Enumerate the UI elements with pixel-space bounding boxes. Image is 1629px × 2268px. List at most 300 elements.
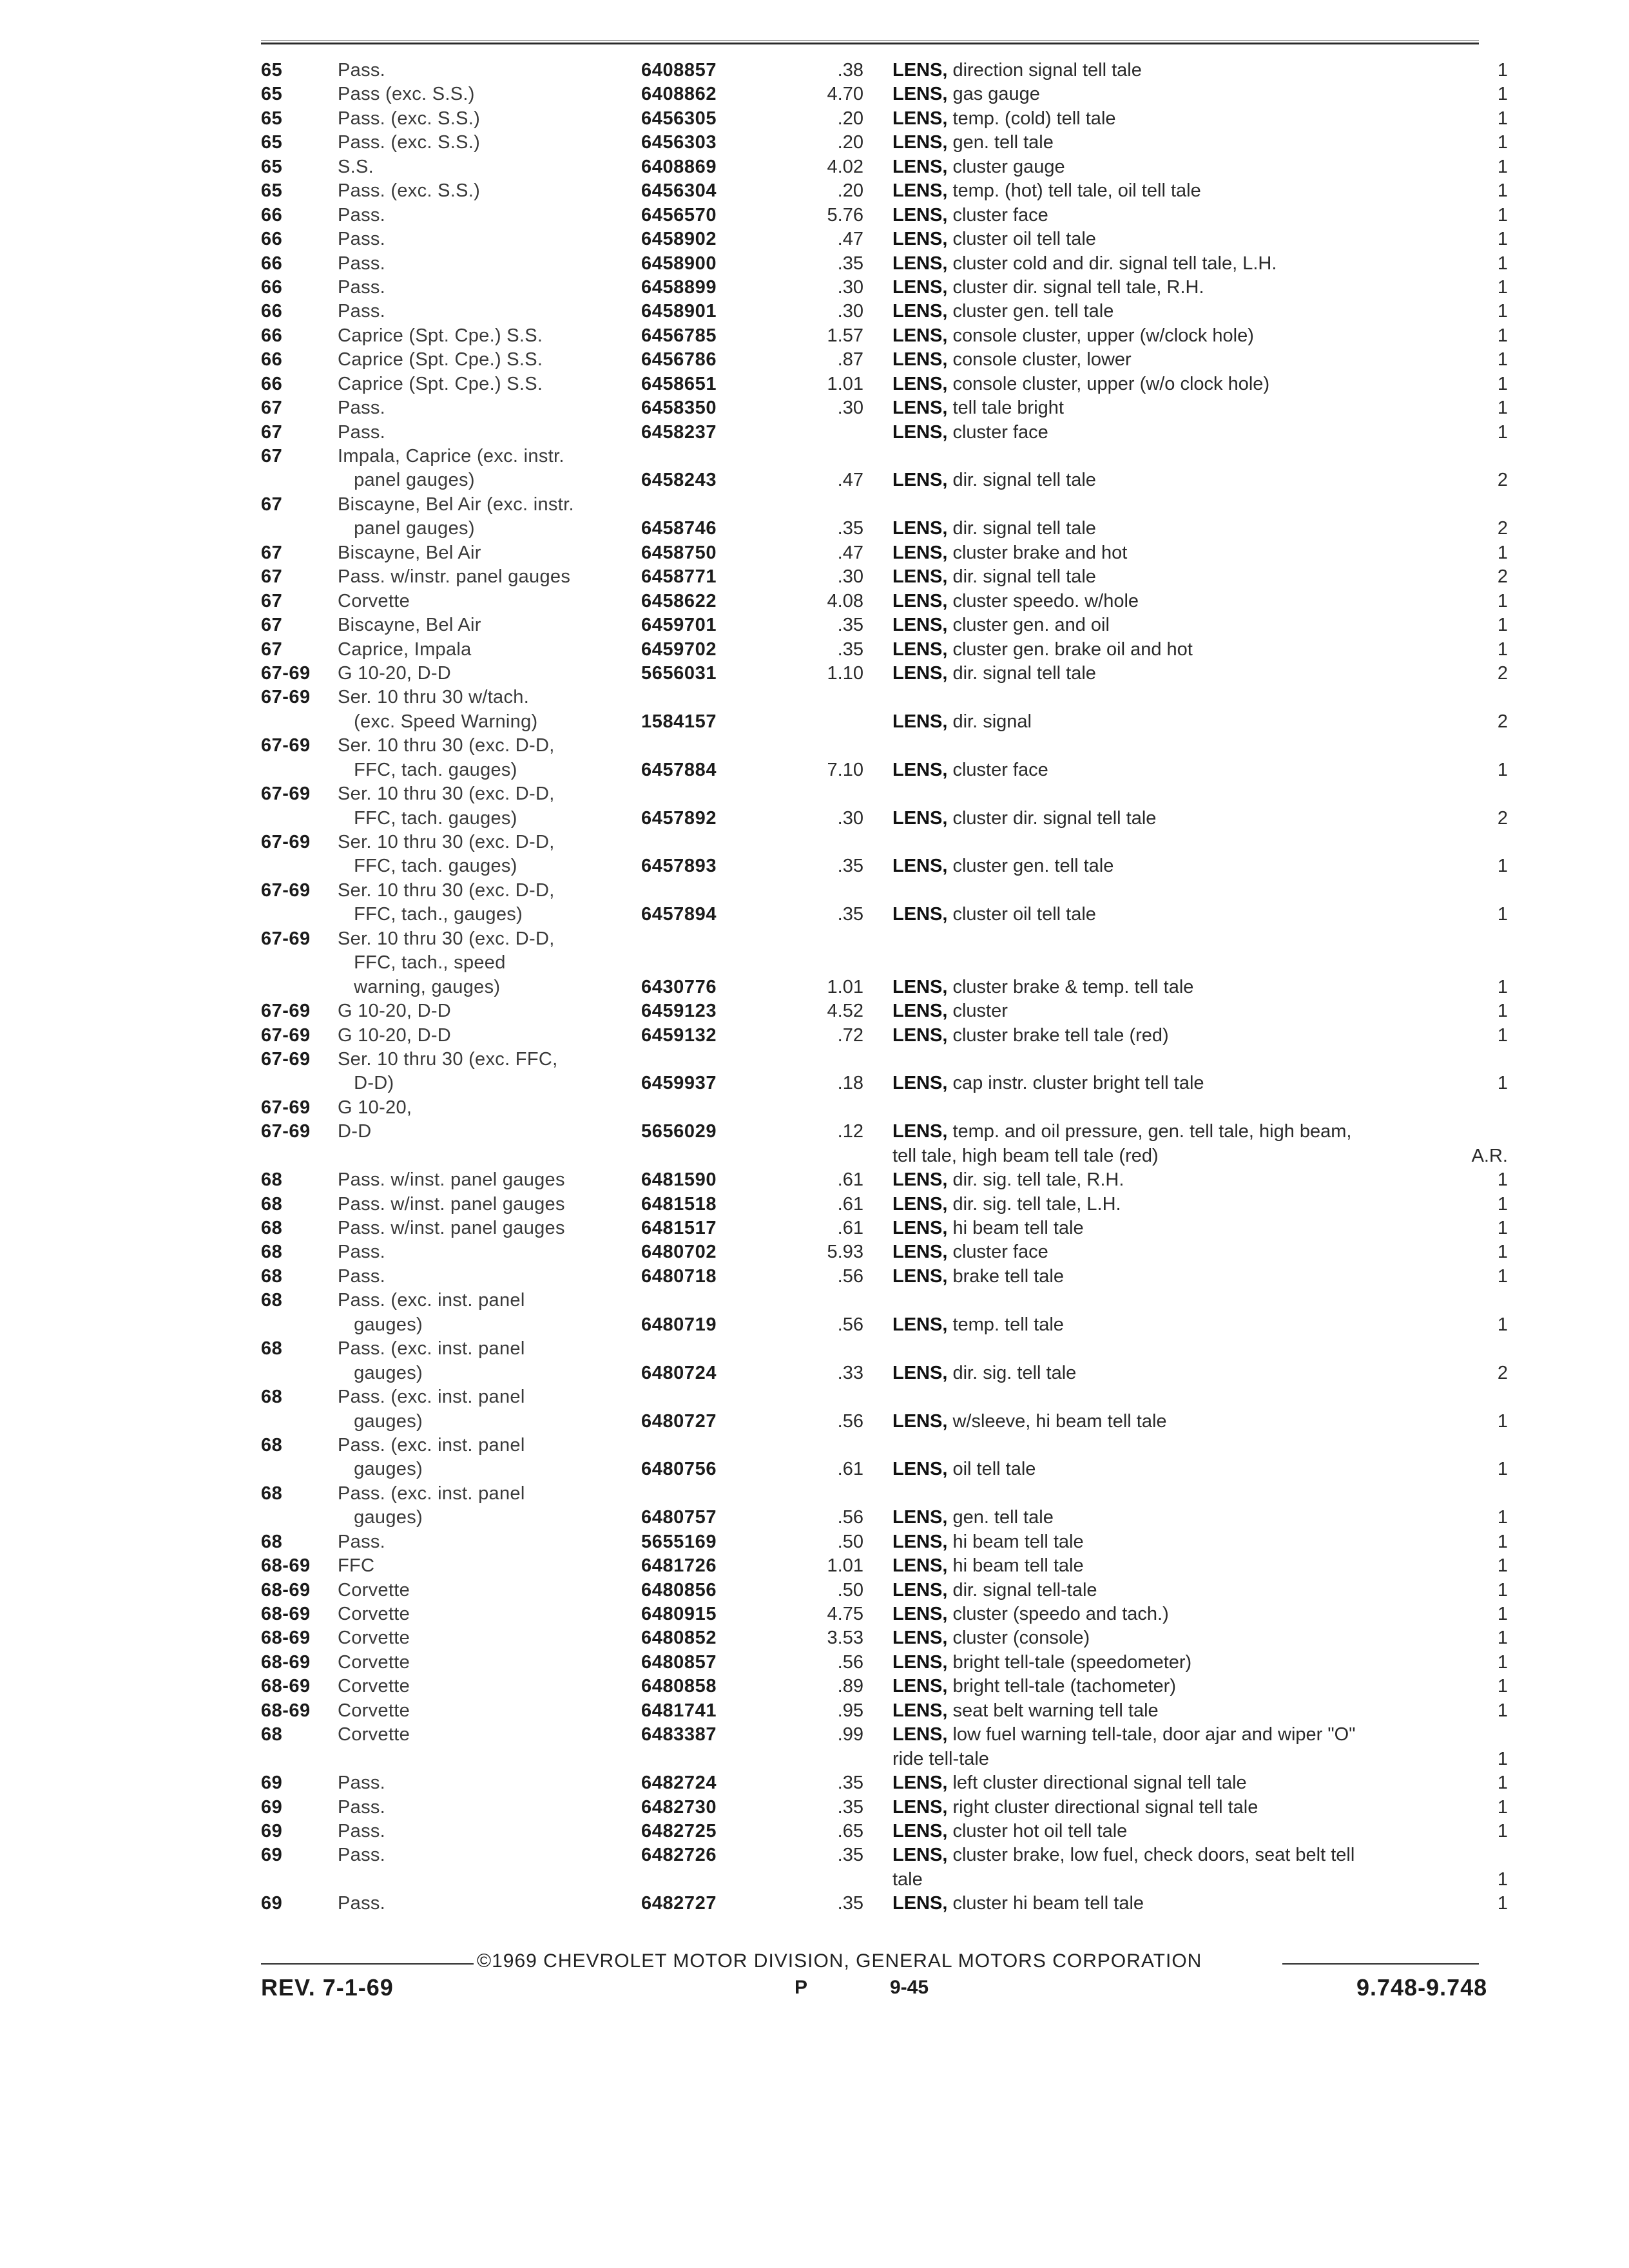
table-row (0, 1024, 1629, 1048)
part-number: 6456304 (641, 180, 717, 202)
list-price: .47 (837, 470, 863, 491)
part-description-text: cluster face (952, 759, 1048, 780)
quantity: 1 (1497, 180, 1508, 202)
part-label: LENS, (892, 1459, 948, 1480)
table-row (0, 179, 1629, 203)
model-application: Ser. 10 thru 30 (exc. D-D, (338, 832, 555, 852)
list-price: 4.70 (827, 84, 863, 105)
part-description (892, 1193, 1121, 1216)
part-number: 6458902 (641, 229, 717, 250)
quantity: 1 (1497, 1773, 1508, 1794)
model-application: Pass. (338, 1845, 386, 1866)
quantity: 1 (1497, 84, 1508, 105)
part-description-text: console cluster, upper (w/o clock hole) (952, 373, 1270, 394)
model-year: 66 (261, 204, 283, 226)
list-price: .35 (837, 253, 863, 274)
part-number: 6482726 (641, 1845, 717, 1866)
part-description-text: w/sleeve, hi beam tell tale (952, 1410, 1167, 1432)
part-description-text: cluster hot oil tell tale (952, 1820, 1128, 1841)
list-price: .56 (837, 1265, 863, 1287)
model-year: 66 (261, 229, 283, 250)
model-year: 67-69 (261, 662, 311, 684)
part-label: LENS, (892, 1724, 948, 1745)
part-description (892, 1675, 1176, 1698)
part-description-text: cluster gen. tell tale (952, 301, 1114, 322)
quantity: 1 (1497, 301, 1508, 322)
part-label: LENS, (892, 759, 948, 780)
quantity: 1 (1497, 398, 1508, 419)
part-number: 6459132 (641, 1024, 717, 1046)
part-label: LENS, (892, 590, 948, 611)
model-application: Corvette (338, 1604, 410, 1624)
table-row (0, 541, 1629, 565)
part-description (892, 107, 1116, 131)
model-year: 69 (261, 1773, 283, 1794)
part-description-text: temp. (hot) tell tale, oil tell tale (952, 180, 1201, 202)
table-row (0, 421, 1629, 445)
quantity: 1 (1497, 204, 1508, 226)
quantity: 1 (1497, 1459, 1508, 1480)
table-row (0, 662, 1629, 686)
table-row (0, 1892, 1629, 1916)
table-row (0, 734, 1629, 758)
part-description-text: temp. and oil pressure, gen. tell tale, high beam, (952, 1121, 1352, 1142)
part-description (892, 227, 1096, 251)
part-description-text: cluster speedo. w/hole (952, 590, 1139, 611)
list-price: 1.10 (827, 662, 863, 684)
model-application: Pass. (exc. inst. panel (338, 1387, 525, 1408)
part-label: LENS, (892, 662, 948, 684)
part-description (892, 1796, 1258, 1820)
part-number: 6480915 (641, 1604, 717, 1624)
part-number: 6481741 (641, 1700, 717, 1721)
page-letter: P (795, 1977, 808, 1998)
model-application: gauges) (338, 1362, 423, 1383)
model-year: 68 (261, 1169, 283, 1191)
quantity: 1 (1497, 156, 1508, 177)
model-year: 65 (261, 108, 283, 129)
part-description (892, 1651, 1191, 1675)
model-application: Pass. (338, 1265, 386, 1287)
quantity: 1 (1497, 1748, 1508, 1769)
part-number: 6456786 (641, 349, 717, 370)
table-row (0, 1072, 1629, 1095)
list-price: 5.76 (827, 204, 863, 226)
part-number: 6458622 (641, 590, 717, 611)
part-number: 6480724 (641, 1362, 717, 1383)
part-label: LENS, (892, 566, 948, 588)
list-price: .35 (837, 1845, 863, 1866)
part-description (892, 1892, 1144, 1916)
quantity: 2 (1497, 711, 1508, 732)
part-description-text: gas gauge (952, 84, 1040, 105)
part-description-text: cluster gauge (952, 156, 1065, 177)
part-description-text: dir. signal (952, 711, 1032, 732)
table-row (0, 59, 1629, 82)
model-year: 69 (261, 1796, 283, 1818)
part-description (892, 1168, 1124, 1192)
part-label: LENS, (892, 1773, 948, 1794)
part-number: 6458900 (641, 253, 717, 274)
quantity: 2 (1497, 518, 1508, 539)
model-year: 68 (261, 1218, 283, 1238)
part-description (892, 372, 1269, 396)
model-year: 69 (261, 1845, 283, 1866)
quantity: 1 (1497, 1001, 1508, 1022)
part-label: LENS, (892, 349, 948, 370)
section-reference: 9.748-9.748 (1356, 1974, 1488, 2001)
part-description (892, 1554, 1084, 1578)
model-application: Pass. (exc. inst. panel (338, 1483, 525, 1504)
part-label: LENS, (892, 132, 948, 153)
part-description-text: cluster face (952, 1242, 1048, 1263)
part-number: 6459701 (641, 615, 717, 636)
list-price: 4.52 (827, 1001, 863, 1022)
model-year: 67-69 (261, 879, 311, 901)
quantity: 1 (1497, 1169, 1508, 1191)
model-application: Pass. w/instr. panel gauges (338, 566, 571, 588)
part-number: 6458899 (641, 276, 717, 298)
part-description (892, 1506, 1054, 1530)
model-year: 68 (261, 1531, 283, 1552)
table-row (0, 1048, 1629, 1072)
part-description (892, 59, 1142, 82)
part-label: LENS, (892, 1604, 948, 1624)
model-year: 66 (261, 301, 283, 322)
part-number: 6459702 (641, 639, 717, 660)
model-application: Pass. (exc. inst. panel (338, 1434, 525, 1456)
part-description (892, 999, 1008, 1023)
quantity: 1 (1497, 1218, 1508, 1238)
quantity: 1 (1497, 132, 1508, 153)
list-price: .20 (837, 180, 863, 202)
part-label: LENS, (892, 1024, 948, 1046)
model-year: 68 (261, 1290, 283, 1311)
list-price: .61 (837, 1459, 863, 1480)
part-label: LENS, (892, 542, 948, 563)
model-application: Pass. w/inst. panel gauges (338, 1218, 565, 1238)
part-label: LENS, (892, 470, 948, 491)
model-application: Corvette (338, 1724, 410, 1745)
model-application: Pass. (338, 1796, 386, 1818)
model-application: Pass. (338, 229, 386, 250)
table-row (0, 903, 1629, 927)
model-application: Caprice (Spt. Cpe.) S.S. (338, 325, 543, 346)
table-row (0, 1602, 1629, 1626)
table-row (0, 975, 1629, 999)
part-description (892, 710, 1032, 734)
table-row (0, 107, 1629, 131)
part-label: LENS, (892, 807, 948, 829)
part-number: 6480857 (641, 1651, 717, 1673)
table-row (0, 1240, 1629, 1264)
part-number: 6483387 (641, 1724, 717, 1745)
model-year: 66 (261, 253, 283, 274)
part-number: 6458651 (641, 373, 717, 394)
table-row (0, 1723, 1629, 1747)
quantity: 2 (1497, 1362, 1508, 1383)
part-label: LENS, (892, 904, 948, 925)
model-application: gauges) (338, 1314, 423, 1335)
model-year: 65 (261, 156, 283, 177)
part-description-text: bright tell-tale (tachometer) (952, 1676, 1176, 1697)
part-description-text: ride tell-tale (892, 1748, 989, 1769)
part-number: 6408862 (641, 84, 717, 105)
part-number: 6459937 (641, 1073, 717, 1094)
table-row (0, 1385, 1629, 1409)
quantity: 1 (1497, 1796, 1508, 1818)
list-price: .56 (837, 1651, 863, 1673)
table-row (0, 854, 1629, 878)
table-row (0, 710, 1629, 734)
part-label: LENS, (892, 1362, 948, 1383)
part-number: 6482724 (641, 1773, 717, 1794)
list-price: .50 (837, 1579, 863, 1600)
table-row (0, 613, 1629, 637)
part-description (892, 517, 1096, 541)
part-description-text: tell tale, high beam tell tale (red) (892, 1145, 1159, 1166)
model-application: gauges) (338, 1507, 423, 1528)
model-year: 65 (261, 84, 283, 105)
part-description-text: seat belt warning tell tale (952, 1700, 1159, 1721)
part-label: LENS, (892, 1628, 948, 1649)
part-description-text: cluster oil tell tale (952, 229, 1096, 250)
quantity: 1 (1497, 1531, 1508, 1552)
model-year: 68 (261, 1434, 283, 1456)
part-description-text: hi beam tell tale (952, 1218, 1084, 1238)
part-label: LENS, (892, 1314, 948, 1335)
model-year: 65 (261, 180, 283, 202)
model-application: Pass. (338, 421, 386, 443)
part-description-text: cluster brake & temp. tell tale (952, 976, 1194, 997)
model-year: 67 (261, 542, 283, 563)
part-label: LENS, (892, 229, 948, 250)
table-row (0, 131, 1629, 155)
table-row (0, 951, 1629, 975)
part-description-text: cluster brake, low fuel, check doors, seat belt tell (952, 1845, 1355, 1866)
part-description (892, 131, 1054, 155)
part-description (892, 662, 1096, 686)
table-row (0, 1579, 1629, 1602)
part-number: 6482727 (641, 1893, 717, 1914)
part-number: 6456570 (641, 204, 717, 226)
list-price: .30 (837, 398, 863, 419)
part-number: 6457892 (641, 807, 717, 829)
part-description (892, 1602, 1169, 1626)
part-description (892, 421, 1048, 445)
part-description-text: hi beam tell tale (952, 1555, 1084, 1577)
part-number: 6480719 (641, 1314, 717, 1335)
part-description (892, 590, 1139, 613)
table-row (0, 1313, 1629, 1337)
model-application: Pass. (exc. inst. panel (338, 1290, 525, 1311)
model-year: 67-69 (261, 687, 311, 708)
model-year: 69 (261, 1893, 283, 1914)
part-description-text: dir. signal tell-tale (952, 1579, 1097, 1600)
model-application: Pass. (338, 301, 386, 322)
part-description (892, 179, 1201, 203)
part-description (892, 276, 1204, 300)
part-number: 6480858 (641, 1676, 717, 1697)
model-year: 68-69 (261, 1555, 311, 1577)
part-description (892, 348, 1132, 372)
model-application: Pass. (338, 204, 386, 226)
part-description-text: direction signal tell tale (952, 60, 1142, 81)
part-description-text: cluster (952, 1001, 1008, 1022)
quantity: 1 (1497, 373, 1508, 394)
part-description-text: dir. signal tell tale (952, 470, 1096, 491)
top-rule (261, 43, 1479, 44)
part-description (892, 252, 1277, 276)
part-label: LENS, (892, 60, 948, 81)
part-description (892, 300, 1113, 323)
part-number: 5655169 (641, 1531, 717, 1552)
list-price: .12 (837, 1121, 863, 1142)
part-description (892, 396, 1064, 420)
part-number: 6480756 (641, 1459, 717, 1480)
part-label: LENS, (892, 639, 948, 660)
quantity: 1 (1497, 1555, 1508, 1577)
model-year: 67-69 (261, 928, 311, 949)
table-row (0, 1434, 1629, 1457)
model-application: Pass. (exc. S.S.) (338, 180, 481, 202)
table-row (0, 276, 1629, 300)
part-label: LENS, (892, 1700, 948, 1721)
parts-list (0, 59, 1629, 1916)
part-number: 6480727 (641, 1410, 717, 1432)
model-year: 68 (261, 1483, 283, 1504)
quantity: 1 (1497, 1700, 1508, 1721)
model-application: Ser. 10 thru 30 w/tach. (338, 687, 530, 708)
table-row (0, 807, 1629, 831)
model-year: 66 (261, 349, 283, 370)
part-number: 6408869 (641, 156, 717, 177)
part-description-text: low fuel warning tell-tale, door ajar and wiper "O" (952, 1724, 1356, 1745)
model-application: Ser. 10 thru 30 (exc. D-D, (338, 735, 555, 756)
table-row (0, 1216, 1629, 1240)
model-year: 65 (261, 60, 283, 81)
list-price: 3.53 (827, 1628, 863, 1649)
part-number: 6480718 (641, 1265, 717, 1287)
quantity: 1 (1497, 1676, 1508, 1697)
quantity: 1 (1497, 1869, 1508, 1890)
model-application: Ser. 10 thru 30 (exc. D-D, (338, 928, 555, 949)
table-row (0, 1120, 1629, 1144)
part-number: 6457894 (641, 904, 717, 925)
list-price: .61 (837, 1169, 863, 1191)
list-price: 1.01 (827, 1555, 863, 1577)
list-price: .35 (837, 615, 863, 636)
model-application: Caprice (Spt. Cpe.) S.S. (338, 349, 543, 370)
quantity: 1 (1497, 325, 1508, 346)
quantity: 1 (1497, 1820, 1508, 1841)
model-application: Impala, Caprice (exc. instr. (338, 446, 564, 466)
model-year: 68 (261, 1387, 283, 1408)
part-number: 6481726 (641, 1555, 717, 1577)
part-description (892, 903, 1096, 927)
part-description (892, 1410, 1167, 1434)
part-description (892, 638, 1193, 662)
part-description-text: dir. sig. tell tale (952, 1362, 1077, 1383)
part-number: 6458750 (641, 542, 717, 563)
part-description-text: dir. signal tell tale (952, 518, 1096, 539)
part-label: LENS, (892, 1242, 948, 1263)
part-label: LENS, (892, 518, 948, 539)
model-year: 67-69 (261, 1024, 311, 1046)
model-application: G 10-20, D-D (338, 1001, 452, 1022)
model-year: 67-69 (261, 1121, 311, 1142)
part-number: 6459123 (641, 1001, 717, 1022)
model-year: 66 (261, 276, 283, 298)
part-label: LENS, (892, 180, 948, 202)
model-application: Corvette (338, 1628, 410, 1649)
part-label: LENS, (892, 1893, 948, 1914)
part-number: 5656029 (641, 1121, 717, 1142)
model-year: 68 (261, 1242, 283, 1263)
model-application: Pass. (338, 253, 386, 274)
model-application: (exc. Speed Warning) (338, 711, 538, 732)
part-number: 6458237 (641, 421, 717, 443)
list-price: .72 (837, 1024, 863, 1046)
part-description-text: temp. tell tale (952, 1314, 1064, 1335)
part-label: LENS, (892, 373, 948, 394)
part-description-text: cluster brake tell tale (red) (952, 1024, 1169, 1046)
quantity: 2 (1497, 566, 1508, 588)
table-row (0, 565, 1629, 589)
model-year: 67 (261, 494, 283, 515)
table-row (0, 517, 1629, 541)
quantity: 1 (1497, 253, 1508, 274)
part-description-text: cluster brake and hot (952, 542, 1128, 563)
list-price: 5.93 (827, 1242, 863, 1263)
model-year: 67-69 (261, 1001, 311, 1022)
model-year: 68-69 (261, 1700, 311, 1721)
part-description (892, 758, 1048, 782)
part-description (892, 807, 1156, 831)
quantity: 1 (1497, 1314, 1508, 1335)
quantity: 1 (1497, 1604, 1508, 1624)
table-row (0, 879, 1629, 903)
quantity: 1 (1497, 976, 1508, 997)
part-number: 6482725 (641, 1820, 717, 1841)
part-description-text: bright tell-tale (speedometer) (952, 1651, 1192, 1673)
quantity: 1 (1497, 1628, 1508, 1649)
model-application: D-D) (338, 1073, 394, 1094)
quantity: 1 (1497, 60, 1508, 81)
quantity: 1 (1497, 1193, 1508, 1215)
table-row (0, 1361, 1629, 1385)
list-price: .89 (837, 1676, 863, 1697)
model-application: Corvette (338, 1579, 410, 1600)
model-year: 66 (261, 373, 283, 394)
part-number: 6458901 (641, 301, 717, 322)
table-row (0, 999, 1629, 1023)
part-description (892, 324, 1254, 348)
table-row (0, 1193, 1629, 1216)
model-year: 67-69 (261, 735, 311, 756)
list-price: 7.10 (827, 759, 863, 780)
model-application: FFC, tach., speed (338, 952, 506, 974)
model-year: 67 (261, 398, 283, 419)
part-description (892, 1216, 1084, 1240)
table-row (0, 1747, 1629, 1771)
part-description-text: gen. tell tale (952, 1507, 1054, 1528)
model-application: gauges) (338, 1410, 423, 1432)
part-description (892, 1579, 1097, 1602)
table-row (0, 445, 1629, 468)
model-application: Ser. 10 thru 30 (exc. D-D, (338, 783, 555, 805)
part-label: LENS, (892, 1676, 948, 1697)
